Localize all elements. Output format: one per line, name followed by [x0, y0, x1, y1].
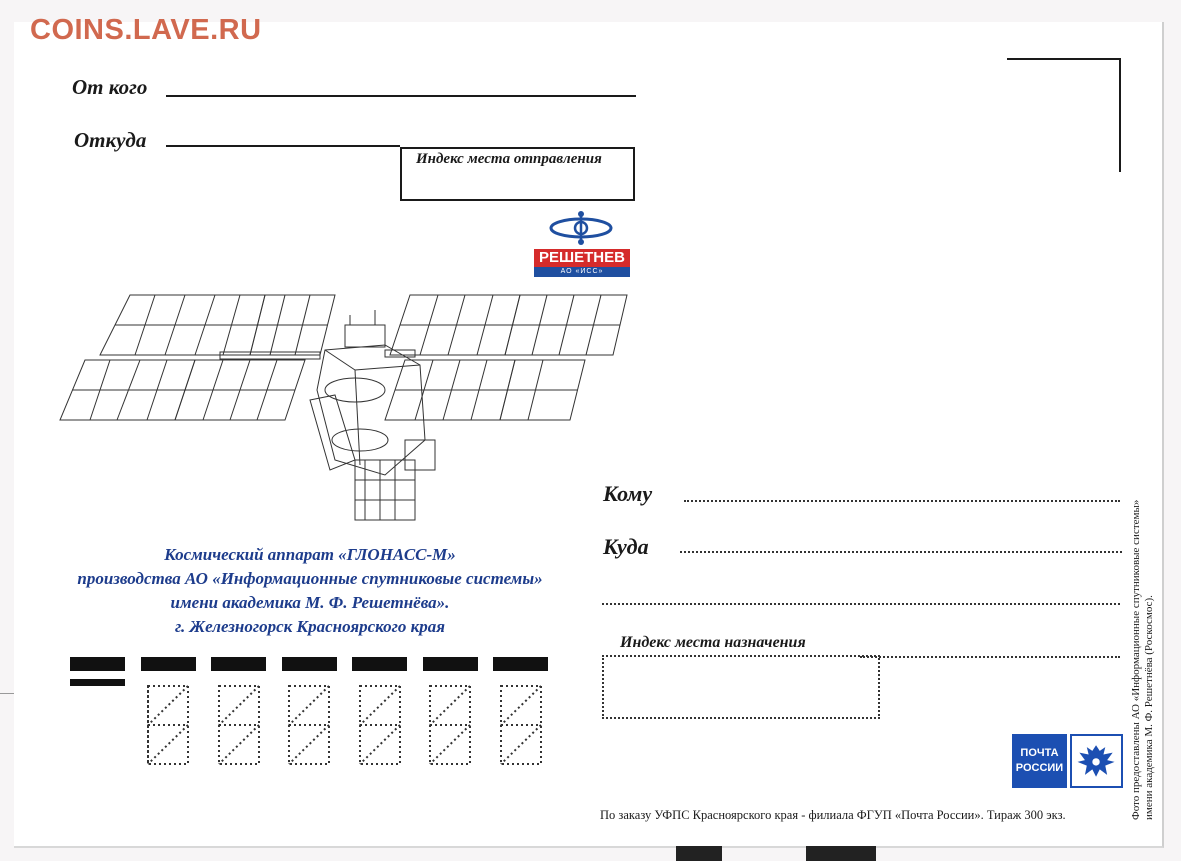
post-logo-line: ПОЧТА — [1020, 747, 1059, 759]
where-to-line[interactable] — [680, 551, 1122, 553]
caption-line: имени академика М. Ф. Решетнёва». — [170, 593, 450, 612]
photo-credit-line: Фото предоставлены АО «Информационные спутниковые системы» — [1130, 499, 1142, 820]
photo-credit-line: имени академика М. Ф. Решетнёва (Роскосмос). — [1143, 595, 1155, 820]
where-from-label: Откуда — [74, 128, 147, 152]
postcode-digit-cell[interactable] — [499, 684, 543, 766]
logo-name: РЕШЕТНЕВ — [534, 249, 630, 267]
postcode-bar — [282, 657, 337, 671]
postcode-digit-cell[interactable] — [428, 684, 472, 766]
postcode-bar — [211, 657, 266, 671]
caption-line: производства АО «Информационные спутниковые системы» — [77, 569, 543, 588]
logo-subtitle: АО «ИСС» — [534, 267, 630, 277]
postcode-digit-cell[interactable] — [358, 684, 402, 766]
postcode-bar — [352, 657, 407, 671]
to-line[interactable] — [684, 500, 1120, 502]
postcode-digit-cell[interactable] — [146, 684, 190, 766]
postcode-digit-cell[interactable] — [287, 684, 331, 766]
where-from-line[interactable] — [166, 145, 400, 147]
to-label: Кому — [603, 481, 653, 506]
scan-background-strip — [806, 846, 876, 861]
postcode-digit-cell[interactable] — [217, 684, 261, 766]
scan-background-strip — [676, 846, 722, 861]
dest-index-label: Индекс места назначения — [620, 634, 806, 651]
postcode-bar — [423, 657, 478, 671]
watermark: COINS.LAVE.RU — [30, 14, 262, 46]
caption — [40, 543, 580, 639]
from-line[interactable] — [166, 95, 636, 97]
caption-line: Космический аппарат «ГЛОНАСС-М» — [164, 545, 456, 564]
footer-print-info: По заказу УФПС Красноярского края - филиала ФГУП «Почта России». Тираж 300 экз. — [600, 808, 1066, 822]
postcode-bar — [493, 657, 548, 671]
address-line[interactable] — [860, 656, 1120, 658]
photo-credit — [1130, 500, 1156, 820]
russian-post-wordmark — [1012, 734, 1067, 788]
dest-index-box[interactable] — [602, 655, 880, 719]
satellite-illustration — [55, 290, 635, 530]
postcode-bar — [70, 679, 125, 686]
from-label: От кого — [72, 75, 148, 99]
stamp-area-corner — [1007, 58, 1121, 172]
where-to-label: Куда — [603, 534, 649, 559]
russian-post-logo — [1012, 734, 1123, 788]
sender-index-label: Индекс места отправления — [416, 151, 602, 167]
post-logo-line: РОССИИ — [1015, 762, 1064, 774]
eagle-emblem-icon — [1070, 734, 1123, 788]
postcode-bar — [141, 657, 196, 671]
caption-line: г. Железногорск Красноярского края — [174, 617, 446, 636]
address-line[interactable] — [602, 603, 1120, 605]
scan-edge-mark — [0, 693, 14, 694]
postcode-bar — [70, 657, 125, 671]
sender-index-box[interactable] — [400, 147, 635, 201]
